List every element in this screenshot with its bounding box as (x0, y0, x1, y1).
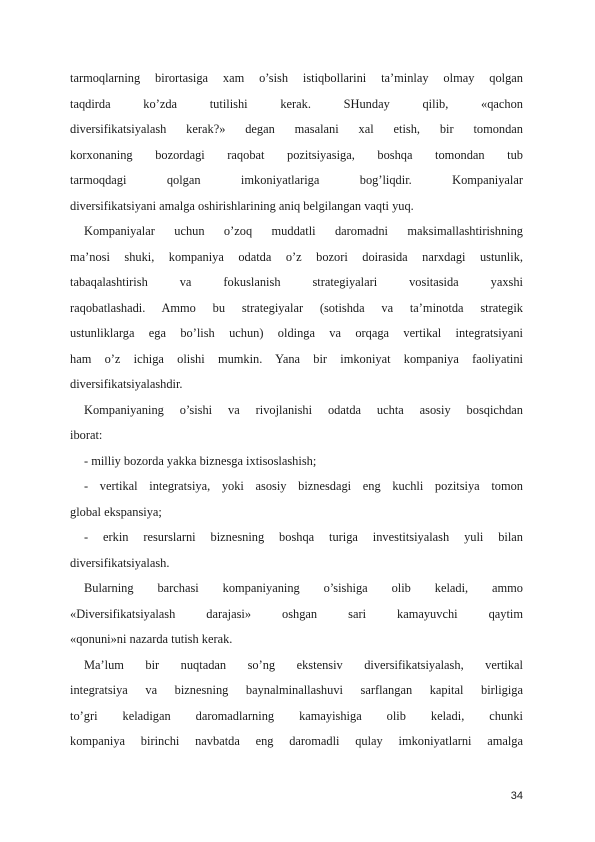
text-line: «Diversifikatsiyalash darajasi» oshgan sari kamayuvchi qaytim (70, 606, 523, 621)
text-line: to’gri keladigan daromadlarning kamayishiga olib keladi, chunki (70, 708, 523, 723)
text-line: taqdirda ko’zda tutilishi kerak. SHunday qilib, «qachon (70, 96, 523, 111)
text-line: - vertikal integratsiya, yoki asosiy biznesdagi eng kuchli pozitsiya tomon (84, 479, 523, 493)
text-line: integratsiya va biznesning baynalminallashuvi sarflangan kapital birligiga (70, 683, 523, 697)
page-number: 34 (510, 790, 523, 802)
text-line: Kompaniyalar uchun o’zoq muddatli daromadni maksimallashtirishning (84, 224, 523, 238)
text-line: raqobatlashadi. Ammo bu strategiyalar (sotishda va ta’minotda strategik (70, 300, 523, 315)
text-line: ustunliklarga ega bo’lish uchun) oldinga va orqaga vertikal integratsiyani (70, 326, 523, 340)
text-line: global ekspansiya; (70, 504, 162, 519)
text-line: diversifikatsiyani amalga oshirishlarining aniq belgilangan vaqti yuq. (70, 198, 414, 213)
text-line: - milliy bozorda yakka biznesga ixtisoslashish; (84, 453, 317, 468)
text-line: ma’nosi shuki, kompaniya odatda o’z bozori doirasida narxdagi ustunlik, (70, 249, 523, 264)
text-line: - erkin resurslarni biznesning boshqa turiga investitsiyalash yuli bilan (84, 530, 523, 544)
text-line: diversifikatsiyalash kerak?» degan masalani xal etish, bir tomondan (70, 122, 523, 136)
text-line: tarmoqlarning birortasiga xam o’sish istiqbollarini ta’minlay olmay qolgan (70, 71, 523, 85)
text-line: kompaniya birinchi navbatda eng daromadli qulay imkoniyatlarni amalga (70, 734, 523, 748)
text-line: iborat: (70, 428, 103, 442)
text-line: Bularning barchasi kompaniyaning o’sishiga olib keladi, ammo (84, 581, 523, 595)
text-line: korxonaning bozordagi raqobat pozitsiyasiga, boshqa tomondan tub (70, 147, 523, 162)
text-line: tarmoqdagi qolgan imkoniyatlariga bog’liqdir. Kompaniyalar (70, 173, 523, 187)
text-line: «qonuni»ni nazarda tutish kerak. (70, 632, 233, 646)
document-page (70, 66, 523, 755)
text-line: diversifikatsiyalash. (70, 555, 170, 570)
text-line: ham o’z ichiga olishi mumkin. Yana bir imkoniyat kompaniya faoliyatini (70, 351, 523, 366)
text-line: Ma’lum bir nuqtadan so’ng ekstensiv diversifikatsiyalash, vertikal (84, 657, 523, 672)
text-line: Kompaniyaning o’sishi va rivojlanishi odatda uchta asosiy bosqichdan (84, 402, 523, 417)
text-line: tabaqalashtirish va fokuslanish strategiyalari vositasida yaxshi (70, 275, 523, 289)
text-line: diversifikatsiyalashdir. (70, 377, 183, 391)
